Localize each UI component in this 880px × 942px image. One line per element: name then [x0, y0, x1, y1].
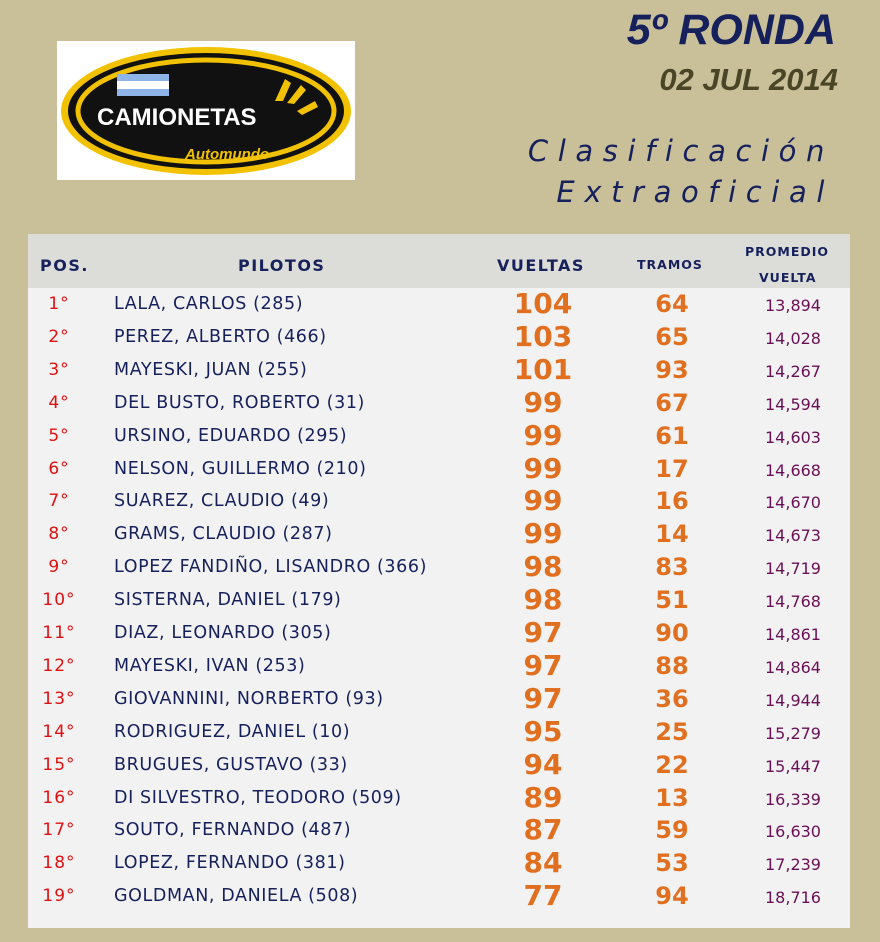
position-cell: 5°: [48, 425, 70, 446]
average-lap-cell: 14,673: [765, 526, 821, 546]
position-cell: 1°: [48, 294, 70, 314]
pilot-name-cell: NELSON, GUILLERMO (210): [114, 458, 367, 479]
sections-cell: 61: [655, 421, 689, 450]
table-row: [28, 714, 850, 750]
position-cell: 8°: [48, 524, 70, 545]
position-cell: 11°: [42, 623, 76, 643]
table-row: [28, 815, 850, 848]
pilot-name-cell: RODRIGUEZ, DANIEL (10): [114, 721, 351, 742]
pilot-name-cell: GOLDMAN, DANIELA (508): [114, 886, 359, 907]
laps-cell: 103: [513, 319, 573, 353]
laps-cell: 94: [523, 747, 563, 781]
laps-cell: 104: [513, 287, 573, 320]
average-lap-cell: 16,339: [765, 789, 821, 809]
average-lap-cell: 14,768: [765, 592, 821, 612]
average-lap-cell: 13,894: [765, 296, 821, 315]
average-lap-cell: 14,944: [765, 690, 821, 710]
sections-cell: 25: [655, 717, 689, 746]
laps-cell: 89: [523, 780, 563, 814]
position-cell: 13°: [42, 688, 76, 709]
pilot-name-cell: LOPEZ FANDIÑO, LISANDRO (366): [114, 557, 428, 578]
table-row: [28, 552, 850, 585]
pilot-name-cell: SOUTO, FERNANDO (487): [114, 820, 352, 841]
average-lap-cell: 16,630: [765, 822, 821, 842]
pilot-name-cell: DIAZ, LEONARDO (305): [114, 623, 332, 643]
table-row: [28, 418, 850, 454]
subtitle-line-2: Extraoficial: [556, 175, 834, 209]
sections-cell: 93: [655, 355, 689, 384]
position-cell: 6°: [48, 458, 70, 479]
sections-cell: 83: [655, 553, 689, 582]
logo-subtext: Automundo: [185, 146, 270, 163]
table-row: [28, 585, 850, 618]
sections-cell: 22: [655, 750, 689, 779]
table-row: [28, 319, 850, 355]
table-header: [28, 234, 850, 288]
pilot-name-cell: LALA, CARLOS (285): [114, 294, 304, 314]
sections-cell: 59: [655, 816, 689, 845]
position-cell: 15°: [42, 754, 76, 775]
laps-cell: 99: [523, 484, 563, 518]
position-cell: 2°: [48, 326, 70, 347]
laps-cell: 101: [513, 352, 573, 386]
sections-cell: 51: [655, 586, 689, 615]
sections-cell: 94: [655, 882, 689, 911]
column-header-sections: TRAMOS: [637, 257, 703, 272]
laps-cell: 98: [523, 550, 563, 584]
pilot-name-cell: GIOVANNINI, NORBERTO (93): [114, 688, 384, 709]
average-lap-cell: 14,594: [765, 394, 821, 414]
sections-cell: 65: [655, 322, 689, 351]
laps-cell: 84: [523, 846, 563, 880]
average-lap-cell: 15,279: [765, 723, 821, 743]
position-cell: 9°: [48, 557, 70, 578]
sections-cell: 90: [655, 619, 689, 647]
table-row: [28, 385, 850, 421]
table-row: [28, 519, 850, 552]
laps-cell: 77: [523, 879, 563, 913]
position-cell: 4°: [48, 392, 70, 413]
column-header-average-line-2: VUELTA: [759, 270, 817, 285]
sections-cell: 36: [655, 684, 689, 713]
pilot-name-cell: SISTERNA, DANIEL (179): [114, 590, 342, 611]
average-lap-cell: 14,670: [765, 493, 821, 513]
average-lap-cell: 14,719: [765, 559, 821, 579]
pilot-name-cell: MAYESKI, IVAN (253): [114, 655, 306, 676]
table-row: [28, 681, 850, 717]
average-lap-cell: 14,861: [765, 625, 821, 644]
sections-cell: 14: [655, 520, 689, 549]
column-header-laps: VUELTAS: [497, 256, 585, 275]
results-table: [28, 234, 850, 928]
average-lap-cell: 17,239: [765, 855, 821, 875]
pilot-name-cell: GRAMS, CLAUDIO (287): [114, 524, 333, 545]
position-cell: 17°: [42, 820, 76, 841]
laps-cell: 95: [523, 714, 563, 748]
round-title: 5º RONDA: [626, 6, 836, 54]
round-date: 02 JUL 2014: [659, 62, 838, 97]
average-lap-cell: 14,603: [765, 427, 821, 447]
position-cell: 19°: [42, 886, 76, 907]
average-lap-cell: 14,267: [765, 361, 821, 381]
pilot-name-cell: BRUGUES, GUSTAVO (33): [114, 754, 348, 775]
position-cell: 16°: [42, 787, 76, 808]
table-row: [28, 618, 850, 651]
table-row: [28, 747, 850, 783]
sections-cell: 88: [655, 651, 689, 680]
position-cell: 14°: [42, 721, 76, 742]
sections-cell: 67: [655, 388, 689, 417]
laps-cell: 97: [523, 648, 563, 682]
sections-cell: 53: [655, 849, 689, 878]
camionetas-logo-graphic: [57, 41, 355, 180]
series-logo: [57, 41, 355, 180]
column-header-pilots: PILOTOS: [238, 256, 326, 275]
table-row: [28, 881, 850, 914]
laps-cell: 99: [523, 385, 563, 419]
pilot-name-cell: DI SILVESTRO, TEODORO (509): [114, 787, 402, 808]
position-cell: 7°: [48, 491, 70, 512]
position-cell: 12°: [42, 655, 76, 676]
average-lap-cell: 14,028: [765, 328, 821, 348]
pilot-name-cell: URSINO, EDUARDO (295): [114, 425, 348, 446]
average-lap-cell: 14,864: [765, 657, 821, 677]
laps-cell: 98: [523, 583, 563, 617]
table-row: [28, 289, 850, 322]
sections-cell: 13: [655, 783, 689, 812]
table-row: [28, 848, 850, 881]
laps-cell: 99: [523, 517, 563, 551]
average-lap-cell: 14,668: [765, 460, 821, 480]
column-header-average-line-1: PROMEDIO: [745, 244, 830, 259]
pilot-name-cell: MAYESKI, JUAN (255): [114, 359, 308, 380]
average-lap-cell: 15,447: [765, 756, 821, 776]
pilot-name-cell: SUAREZ, CLAUDIO (49): [114, 491, 330, 512]
laps-cell: 97: [523, 681, 563, 715]
laps-cell: 99: [523, 418, 563, 452]
pilot-name-cell: PEREZ, ALBERTO (466): [114, 326, 327, 347]
column-header-position: POS.: [40, 256, 89, 275]
laps-cell: 87: [523, 813, 563, 847]
pilot-name-cell: LOPEZ, FERNANDO (381): [114, 853, 346, 874]
sections-cell: 17: [655, 454, 689, 483]
position-cell: 10°: [42, 590, 76, 611]
table-row: [28, 486, 850, 519]
sections-cell: 16: [655, 487, 689, 516]
subtitle-line-1: Clasificación: [527, 134, 834, 168]
position-cell: 18°: [42, 853, 76, 874]
laps-cell: 97: [523, 616, 563, 649]
table-row: [28, 352, 850, 388]
average-lap-cell: 18,716: [765, 888, 821, 908]
sections-cell: 64: [655, 290, 689, 318]
logo-wordmark: CAMIONETAS: [97, 104, 257, 131]
laps-cell: 99: [523, 451, 563, 485]
table-row: [28, 648, 850, 684]
position-cell: 3°: [48, 359, 70, 380]
table-row: [28, 451, 850, 487]
pilot-name-cell: DEL BUSTO, ROBERTO (31): [114, 392, 365, 413]
table-row: [28, 780, 850, 816]
